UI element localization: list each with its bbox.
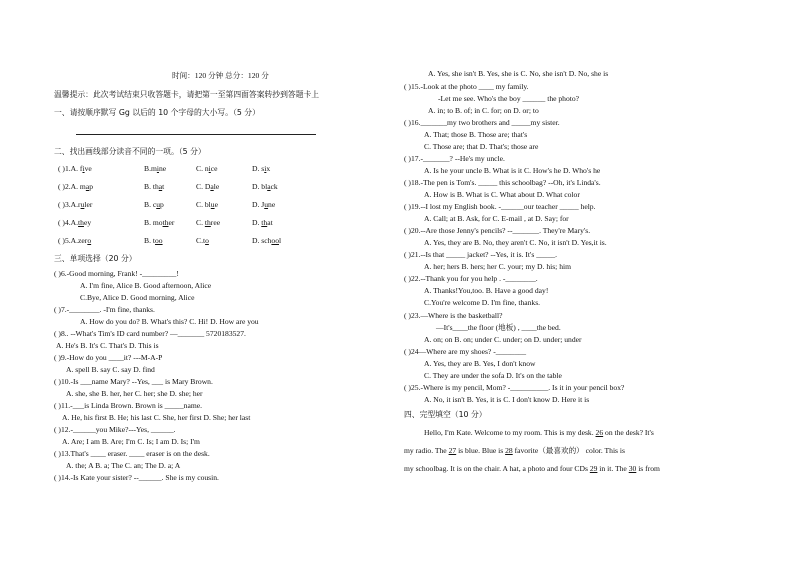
question-6-options-ab: A. I'm fine, Alice B. Good afternoon, Alice	[80, 281, 212, 290]
question-14: ( )14.-Is Kate your sister? --______. She is my cousin.	[54, 473, 219, 482]
question-9: ( )9.-How do you ____it? ---M-A-P	[54, 353, 163, 362]
question-16: ( )16._______my two brothers and _____my sister.	[404, 118, 560, 127]
question-12: ( )12.-______you Mike?---Yes, ______.	[54, 425, 176, 434]
question-6: ( )6.-Good morning, Frank! -_________!	[54, 269, 179, 278]
section-3-heading: 三、单项选择（20 分）	[54, 254, 137, 263]
time-line: 时间：120 分钟 总分：120 分	[172, 71, 269, 80]
question-13: ( )13.That's ____ eraser. ____ eraser is on the desk.	[54, 449, 210, 458]
question-19: ( )19.--I lost my English book. -______our teacher _____ help.	[404, 202, 596, 211]
question-25: ( )25.-Where is my pencil, Mom? -__________. Is it in your pencil box?	[404, 383, 625, 392]
blank-28: 28	[505, 446, 513, 455]
question-16-options-cd: C. Those are; that D. That's; those are	[424, 142, 539, 151]
blank-30: 30	[628, 464, 637, 473]
question-22-options-cd: C.You're welcome D. I'm fine, thanks.	[424, 298, 541, 307]
question-12-options: A. Are; I am B. Are; I'm C. Is; I am D. Is; I'm	[62, 437, 200, 446]
question-24: ( )24—Where are my shoes? -________	[404, 347, 527, 356]
question-7: ( )7.-________. -I'm fine, thanks.	[54, 305, 155, 314]
blank-29: 29	[589, 464, 598, 473]
question-15: ( )15.-Look at the photo ____ my family.	[404, 82, 529, 91]
question-21: ( )21.--Is that _____ jacket? --Yes, it is. It's _____.	[404, 250, 558, 259]
question-17: ( )17.-_______? --He's my uncle.	[404, 154, 505, 163]
question-8-options: A. He's B. It's C. That's D. This is	[56, 341, 159, 350]
blank-27: 27	[448, 446, 457, 455]
question-25-options: A. No, it isn't B. Yes, it is C. I don't know D. Here it is	[424, 395, 590, 404]
question-7-options: A. How do you do? B. What's this? C. Hi! D. How are you	[80, 317, 259, 326]
question-22-options-ab: A. Thanks!You,too. B. Have a good day!	[424, 286, 549, 295]
question-13-options: A. the; A B. a; The C. an; The D. a; A	[66, 461, 181, 470]
cloze-line-3: my schoolbag. It is on the chair. A hat, a photo and four CDs 29 in it. The 30 is from	[404, 464, 660, 473]
question-14-options: A. Yes, she isn't B. Yes, she is C. No, she isn't D. No, she is	[428, 69, 609, 78]
cloze-line-2: my radio. The 27 is blue. Blue is 28 favorite（最喜欢的） color. This is	[404, 446, 625, 455]
question-10: ( )10.-Is ___name Mary? --Yes, ___ is Mary Brown.	[54, 377, 213, 386]
answer-line	[76, 134, 316, 135]
section-1-heading: 一、请按顺序默写 Gg 以后的 10 个字母的大小写。（5 分）	[54, 108, 260, 117]
question-20: ( )20.--Are those Jenny's pencils? --_______. They're Mary's.	[404, 226, 591, 235]
question-15-line-2: -Let me see. Who's the boy ______ the photo?	[438, 94, 580, 103]
question-9-options: A. spell B. say C. say D. find	[66, 365, 155, 374]
question-16-options-ab: A. That; those B. Those are; that's	[424, 130, 528, 139]
question-15-options: A. in; to B. of; in C. for; on D. or; to	[428, 106, 539, 115]
question-8: ( )8.. --What's Tim's ID card number? —_______ 5720183527.	[54, 329, 246, 338]
question-19-options: A. Call; at B. Ask, for C. E-mail , at D. Say; for	[424, 214, 569, 223]
exam-page: 时间：120 分钟 总分：120 分 温馨提示：此次考试结束只收答题卡，请把第一至第四面答案转抄到答题卡上 一、请按顺序默写 Gg 以后的 10 个字母的大小写。（5 分） 二、找出画线部分读音不同的一项。（5 分） ( )1.A. five B.mine C. nice D. six ( )2.A. map B. that C. Dale D. black ( )3.A.ruler B. cup C. blue D. June ( )4.A.they B. mother C. three D. that ( )5.A.zero B. too C.to D. school 三、单项选择（20 分） ( )6.-Good morning, Frank! -_________! A. I'm fine, Alice B. Good afternoon, Alice C.Bye, Alice D. Good morning, Alice ( )7.-________. -I'm fine, thanks. A. How do you do? B. What's this? C. Hi! D. How are you ( )8.. --What's Tim's ID card number? —_______ 5720183527. A. He's B. It's C. That's D. This is ( )9.-How do you ____it? ---M-A-P A. spell B. say C. say D. find ( )10.-Is ___name Mary? --Yes, ___ is Mary Brown. A. she, she B. her, her C. her; she D. she; her ( )11.-___is Linda Brown. Brown is _____name. A. He, his first B. He; his last C. She, her first D. She; her last ( )12.-______you Mike?---Yes, ______. A. Are; I am B. Are; I'm C. Is; I am D. Is; I'm ( )13.That's ____ eraser. ____ eraser is on the desk. A. the; A B. a; The C. an; The D. a; A ( )14.-Is Kate your sister? --______. She is my cousin. A. Yes, she isn't B. Yes, she is C. No, she isn't D. No, she is ( )15.-Look at the photo ____ my family. -Let me see. Who's the boy ______ the photo? A. in; to B. of; in C. for; on D. or; to ( )16._______my two brothers and _____my sister. A. That; those B. Those are; that's C. Those are; that D. That's; those are ( )17.-_______? --He's my uncle. A. Is he your uncle B. What is it C. How's he D. Who's he ( )18.-The pen is Tom's. _____ this schoolbag? --Oh, it's Linda's. A. How is B. What is C. What about D. What color ( )19.--I lost my English book. -______our teacher _____ help. A. Call; at B. Ask, for C. E-mail , at D. Say; for ( )20.--Are those Jenny's pencils? --_______. They're Mary's. A. Yes, they are B. No, they aren't C. No, it isn't D. Yes,it is. ( )21.--Is that _____ jacket? --Yes, it is. It's _____. A. her; hers B. hers; her C. your; my D. his; him ( )22.--Thank you for you help . -________. A. Thanks!You,too. B. Have a good day! C.You're welcome D. I'm fine, thanks. ( )23.—Where is the basketball? —It's____the floor (地板) , ____the bed. A. on; on B. on; under C. under; on D. under; under ( )24—Where are my shoes? -________ A. Yes, they are B. Yes, I don't know C. They are under the sofa D. It's on the table ( )25.-Where is my pencil, Mom? -__________. Is it in your pencil box? A. No, it isn't B. Yes, it is C. I don't know D. Here it is 四、完型填空（10 分） Hello, I'm Kate. Welcome to my room. This is my desk. 26 on the desk? It's my radio. The 27 is blue. Blue is 28 favorite（最喜欢的） color. This is my schoolbag. It is on the chair. A hat, a photo and four CDs 29 in it. The 30 is from	[54, 69, 660, 482]
section-2-heading: 二、找出画线部分读音不同的一项。（5 分）	[54, 147, 206, 156]
question-6-options-cd: C.Bye, Alice D. Good morning, Alice	[80, 293, 195, 302]
blank-26: 26	[595, 428, 604, 437]
question-24-options-ab: A. Yes, they are B. Yes, I don't know	[424, 359, 536, 368]
question-11-options: A. He, his first B. He; his last C. She, her first D. She; her last	[62, 413, 251, 422]
question-22: ( )22.--Thank you for you help . -________.	[404, 274, 538, 283]
question-17-options: A. Is he your uncle B. What is it C. How's he D. Who's he	[424, 166, 601, 175]
question-23-options: A. on; on B. on; under C. under; on D. under; under	[424, 335, 582, 344]
question-18: ( )18.-The pen is Tom's. _____ this schoolbag? --Oh, it's Linda's.	[404, 178, 601, 187]
question-11: ( )11.-___is Linda Brown. Brown is _____name.	[54, 401, 202, 410]
question-21-options: A. her; hers B. hers; her C. your; my D. his; him	[424, 262, 572, 271]
question-24-options-cd: C. They are under the sofa D. It's on the table	[424, 371, 562, 380]
question-23-line-2: —It's____the floor (地板) , ____the bed.	[436, 323, 561, 332]
tip-line: 温馨提示：此次考试结束只收答题卡，请把第一至第四面答案转抄到答题卡上	[54, 90, 320, 99]
cloze-line-1: Hello, I'm Kate. Welcome to my room. This is my desk. 26 on the desk? It's	[424, 428, 654, 437]
question-18-options: A. How is B. What is C. What about D. What color	[424, 190, 580, 199]
question-10-options: A. she, she B. her, her C. her; she D. she; her	[66, 389, 203, 398]
section-4-heading: 四、完型填空（10 分）	[404, 410, 487, 419]
question-20-options: A. Yes, they are B. No, they aren't C. No, it isn't D. Yes,it is.	[424, 238, 607, 247]
question-23: ( )23.—Where is the basketball?	[404, 311, 503, 320]
